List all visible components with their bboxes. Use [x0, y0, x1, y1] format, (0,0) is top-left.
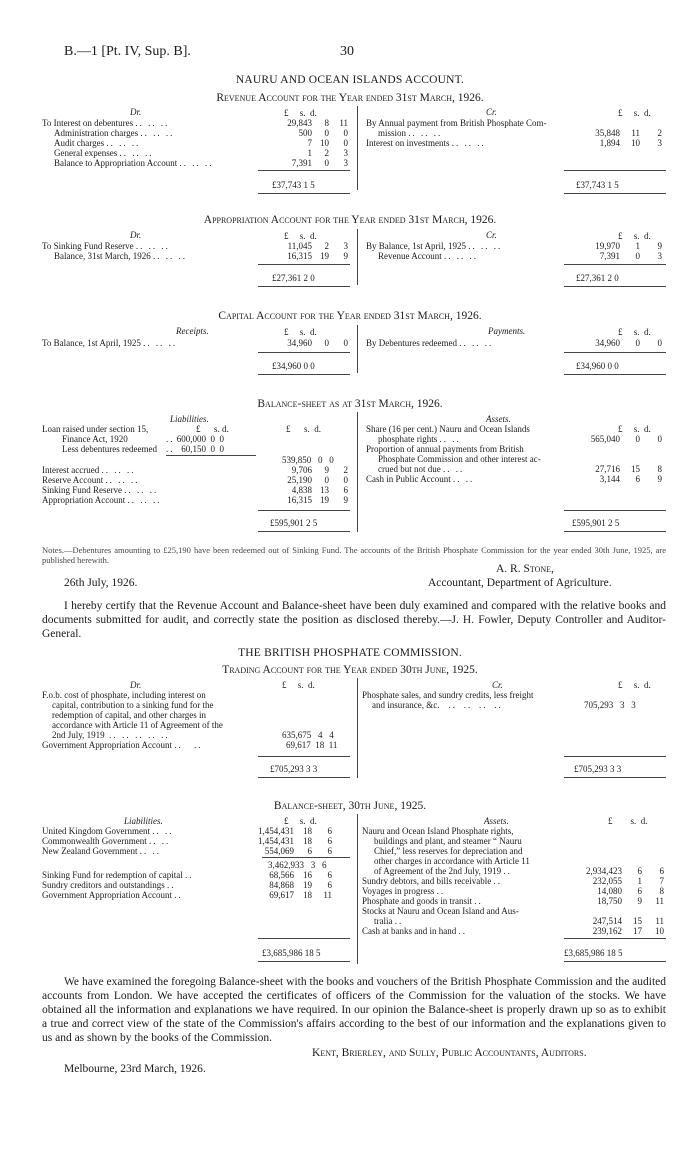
row-label: Sinking Fund Reserve .. .. ..	[42, 485, 159, 495]
capital-receipts-label: Receipts.	[176, 326, 209, 336]
auditors-signature: Kent, Brierley, and Sully, Public Accountants, Auditors.	[312, 1047, 587, 1059]
amount-pence: 3	[343, 158, 348, 168]
notes: Notes.—Debentures amounting to £25,190 have been redeemed out of Sinking Fund. The accounts of the British Phosphate Commission for the year ended 30th June, 1925, are published herewith.	[42, 545, 666, 565]
amount-shillings: 18	[303, 836, 312, 846]
amount-pounds: 14,080	[597, 886, 622, 896]
nauru-liability-row	[42, 465, 354, 475]
amount-pounds: 29,843	[287, 118, 312, 128]
appropriation-heading: Appropriation Account for the Year ended 31st March, 1926.	[203, 214, 497, 226]
bpc-assets-list	[362, 826, 666, 936]
amount-pence: 6	[343, 485, 348, 495]
bpc-balance-cr-total: £3,685,986 18 5	[564, 948, 623, 958]
capital-dr-units: £ s. d.	[284, 327, 317, 337]
amount-shillings: 6	[637, 866, 642, 876]
amount-pounds: 4,838	[291, 485, 312, 495]
capital-cr-total: £34,960 0 0	[576, 361, 619, 371]
nauru-balance-cr-total: £595,901 2 5	[572, 518, 620, 528]
revenue-credit-row	[366, 138, 666, 148]
amount-shillings: 19	[303, 880, 312, 890]
capital-cr-units: £ s. d.	[618, 327, 651, 337]
amount-shillings: 11	[631, 128, 640, 138]
amount-shillings: 18	[303, 890, 312, 900]
row-label: To Sinking Fund Reserve .. .. ..	[42, 241, 170, 251]
amount-pence: 2	[657, 128, 662, 138]
amount-shillings: 15	[631, 464, 640, 474]
amount-pounds: 35,848	[595, 128, 620, 138]
bpc-liabilities-list-2	[42, 870, 354, 900]
rule	[258, 286, 350, 287]
amount-pence: 11	[655, 896, 664, 906]
amount-shillings: 16	[303, 870, 312, 880]
amount-pounds: 19,970	[595, 241, 620, 251]
amount-pounds: 27,716	[595, 464, 620, 474]
rule	[564, 352, 666, 353]
amount-pence: 3	[343, 148, 348, 158]
amount-pounds: 68,566	[269, 870, 294, 880]
place-date: Melbourne, 23rd March, 1926.	[64, 1063, 206, 1075]
amount-shillings: 15	[633, 916, 642, 926]
capital-payments-label: Payments.	[488, 326, 526, 336]
bpc-asset-row	[362, 916, 666, 926]
amount-pounds: 565,040	[590, 434, 620, 444]
amount-pounds: 7,391	[291, 158, 312, 168]
amount-pence: 0	[657, 434, 662, 444]
amount-shillings: 0	[324, 128, 329, 138]
nauru-asset-row	[366, 444, 666, 454]
row-label: Cash at banks and in hand ..	[362, 926, 467, 936]
trading-dr-total: £705,293 3 3	[270, 764, 318, 774]
bpc-liability-row	[42, 890, 354, 900]
row-label: Share (16 per cent.) Nauru and Ocean Islands	[366, 424, 530, 434]
amount-pence: 11	[339, 118, 348, 128]
bpc-liability-row	[42, 846, 354, 856]
nauru-liability-row	[42, 485, 354, 495]
capital-dr-total: £34,960 0 0	[272, 361, 315, 371]
amount-pence: 0	[343, 475, 348, 485]
bpc-liabilities-label: Liabilities.	[124, 816, 163, 826]
rule	[564, 170, 666, 171]
row-label: Appropriation Account .. .. ..	[42, 495, 162, 505]
bpc-liabilities-list	[42, 826, 354, 856]
amount-pounds: 34,960	[595, 338, 620, 348]
trading-cr-line-1: Phosphate sales, and sundry credits, less freight	[362, 690, 534, 700]
revenue-heading: Revenue Account for the Year ended 31st March, 1926.	[216, 92, 484, 104]
revenue-debit-list	[42, 118, 354, 168]
amount-shillings: 2	[324, 241, 329, 251]
amount-pence: 11	[323, 890, 332, 900]
amount-pounds: 69,617	[269, 890, 294, 900]
amount-pence: 0	[343, 138, 348, 148]
rule	[258, 756, 350, 757]
appropriation-cr-label: Cr.	[486, 230, 497, 240]
row-label: Audit charges .. .. ..	[54, 138, 141, 148]
amount-pence: 6	[327, 870, 332, 880]
row-label: To Balance, 1st April, 1925 .. .. ..	[42, 338, 178, 348]
rule	[258, 938, 350, 939]
nauru-title: NAURU AND OCEAN ISLANDS ACCOUNT.	[235, 74, 465, 86]
trading-dr-line-4: accordance with Article 11 of Agreement of the	[52, 720, 223, 730]
nauru-asset-row	[366, 434, 666, 444]
amount-pounds: 239,162	[592, 926, 622, 936]
bpc-liab-units: £ s. d.	[284, 816, 317, 826]
bpc-asset-row	[362, 876, 666, 886]
appropriation-cr-units: £ s. d.	[618, 231, 651, 241]
net-amount: 539,850 0 0	[282, 455, 334, 465]
nauru-assets-list	[366, 424, 666, 484]
amount-pounds: 16,315	[287, 251, 312, 261]
bpc-liability-row	[42, 870, 354, 880]
amount-pounds: 34,960	[287, 338, 312, 348]
signature-title: Accountant, Department of Agriculture.	[428, 577, 612, 589]
row-label: Interest accrued .. .. ..	[42, 465, 136, 475]
loan-line-1: Loan raised under section 15,	[42, 424, 149, 434]
rule	[564, 510, 666, 511]
rule	[564, 938, 666, 939]
amount-pounds: 1,454,431	[258, 836, 294, 846]
amount-pence: 9	[657, 241, 662, 251]
appropriation-debit-row	[42, 251, 354, 261]
trading-dr-amount: 635,675 4 4	[282, 730, 334, 740]
amount-pence: 0	[343, 338, 348, 348]
revenue-credit-row	[366, 118, 666, 128]
amount-shillings: 10	[631, 138, 640, 148]
bpc-liability-row	[42, 836, 354, 846]
trading-dr-gov-text: Government Appropriation Account .. ..	[42, 740, 203, 750]
amount-pounds: 25,190	[287, 475, 312, 485]
column-divider	[357, 106, 358, 190]
amount-shillings: 0	[324, 475, 329, 485]
rule	[564, 961, 666, 962]
row-label: Sundry debtors, and bills receivable ..	[362, 876, 502, 886]
appropriation-dr-units: £ s. d.	[284, 231, 317, 241]
column-divider	[357, 412, 358, 532]
column-divider	[357, 678, 358, 778]
row-label: other charges in accordance with Article 11	[374, 856, 530, 866]
bpc-asset-row	[362, 826, 666, 836]
bpc-assets-label: Assets.	[484, 816, 509, 826]
amount-shillings: 18	[303, 826, 312, 836]
amount-pence: 3	[657, 138, 662, 148]
rule	[258, 374, 350, 375]
bpc-asset-row	[362, 856, 666, 866]
row-label: Government Appropriation Account ..	[42, 890, 183, 900]
bpc-balance-dr-total: £3,685,986 18 5	[262, 948, 321, 958]
amount-shillings: 0	[324, 158, 329, 168]
rule	[564, 264, 666, 265]
bpc-liability-row	[42, 826, 354, 836]
revenue-cr-total: £37,743 1 5	[576, 180, 619, 190]
amount-shillings: 8	[324, 118, 329, 128]
amount-pounds: 16,315	[287, 495, 312, 505]
rule	[258, 264, 350, 265]
amount-shillings: 19	[320, 495, 329, 505]
bpc-asset-row	[362, 846, 666, 856]
auditors-report: We have examined the foregoing Balance-sheet with the books and vouchers of the British Phosphate Commission and the audited accounts from London. We have accepted the certificates of officers of the Commission for the valuation of the stocks. We have obtained all the information and explanations we have required. In our opinion the Balance-sheet is properly drawn up so as to exhibit a true and correct view of the state of the Commission's affairs according to the best of our information and the explanations given to us and as shown by the books of the Commission.	[42, 976, 666, 1044]
rule	[258, 777, 350, 778]
nauru-assets-label: Assets.	[486, 414, 511, 424]
amount-pence: 9	[657, 474, 662, 484]
row-label: United Kingdom Government .. ..	[42, 826, 174, 836]
amount-pence: 6	[327, 846, 332, 856]
appropriation-dr-label: Dr.	[130, 230, 142, 240]
row-label: Phosphate Commission and other interest ac-	[378, 454, 541, 464]
amount-shillings: 1	[637, 876, 642, 886]
amount-pence: 0	[343, 128, 348, 138]
rule	[564, 193, 666, 194]
row-label: Interest on investments .. .. ..	[366, 138, 486, 148]
bpc-title: THE BRITISH PHOSPHATE COMMISSION.	[238, 647, 462, 659]
appropriation-credit-row	[366, 251, 666, 261]
capital-receipt-row	[42, 338, 354, 348]
column-divider	[357, 325, 358, 373]
row-label: Sinking Fund for redemption of capital ..	[42, 870, 194, 880]
amount-pence: 9	[343, 251, 348, 261]
revenue-credit-list	[366, 118, 666, 148]
row-label: mission .. .. ..	[378, 128, 443, 138]
amount-pounds: 500	[298, 128, 312, 138]
appropriation-debit-list	[42, 241, 354, 261]
rule	[564, 777, 666, 778]
revenue-dr-label: Dr.	[130, 107, 142, 117]
signature-name: A. R. Stone,	[496, 563, 554, 575]
bpc-liability-row	[42, 880, 354, 890]
revenue-debit-row	[42, 128, 354, 138]
amount-pence: 6	[327, 880, 332, 890]
rule	[258, 170, 350, 171]
bpc-asset-units: £ s. d.	[608, 816, 648, 826]
row-label: buildings and plant, and steamer “ Nauru	[374, 836, 522, 846]
row-label: Sundry creditors and outstandings ..	[42, 880, 176, 890]
audit-certificate: I hereby certify that the Revenue Account and Balance-sheet have been duly examined and compared with the relative books and documents submitted for audit, and correctly state the position as disclosed thereby.—J. H. Fowler, Deputy Controller and Auditor-General.	[42, 600, 666, 640]
row-label: of Agreement of the 2nd July, 1919 ..	[374, 866, 512, 876]
assets-units: £ s. d.	[618, 424, 651, 434]
amount-shillings: 0	[635, 434, 640, 444]
row-label: crued but not due .. ..	[378, 464, 465, 474]
less-amount: .. 60,150 0 0	[166, 444, 224, 454]
row-label: Administration charges .. .. ..	[54, 128, 175, 138]
rule	[258, 531, 350, 532]
trading-dr-line-2: capital, contribution to a sinking fund for the	[52, 700, 214, 710]
amount-pounds: 1,454,431	[258, 826, 294, 836]
amount-pounds: 7	[307, 138, 312, 148]
column-divider	[357, 229, 358, 285]
trading-cr-line-2: and insurance, &c. .. .. .. ..	[372, 700, 503, 710]
amount-shillings: 6	[307, 846, 312, 856]
amount-shillings: 19	[320, 251, 329, 261]
row-label: To Interest on debentures .. .. ..	[42, 118, 170, 128]
amount-pence: 8	[659, 886, 664, 896]
rule	[262, 857, 350, 858]
bpc-asset-row	[362, 866, 666, 876]
amount-pounds: 232,055	[592, 876, 622, 886]
amount-pounds: 1	[307, 148, 312, 158]
appropriation-credit-row	[366, 241, 666, 251]
nauru-balance-dr-total: £595,901 2 5	[270, 518, 318, 528]
rule	[258, 510, 350, 511]
row-label: Cash in Public Account .. ..	[366, 474, 475, 484]
amount-pence: 11	[655, 916, 664, 926]
trading-dr-gov-amount: 69,617 18 11	[286, 740, 338, 750]
amount-pence: 6	[659, 866, 664, 876]
trading-cr-amount: 705,293 3 3	[584, 700, 636, 710]
nauru-balance-heading: Balance-sheet as at 31st March, 1926.	[257, 398, 443, 410]
amount-pounds: 11,045	[287, 241, 312, 251]
capital-heading: Capital Account for the Year ended 31st March, 1926.	[218, 310, 482, 322]
amount-pounds: 554,069	[264, 846, 294, 856]
nauru-liability-row	[42, 495, 354, 505]
bpc-asset-row	[362, 836, 666, 846]
bpc-liab-subtotal: 3,462,933 3 6	[268, 860, 327, 870]
row-label: Balance to Appropriation Account .. .. ..	[54, 158, 214, 168]
revenue-debit-row	[42, 158, 354, 168]
row-label: Voyages in progress ..	[362, 886, 446, 896]
revenue-debit-row	[42, 138, 354, 148]
trading-dr-line-3: redemption of capital, and other charges in	[52, 710, 207, 720]
bpc-asset-row	[362, 926, 666, 936]
amount-pence: 9	[343, 495, 348, 505]
row-label: Commonwealth Government .. ..	[42, 836, 171, 846]
rule	[564, 531, 666, 532]
bpc-balance-heading: Balance-sheet, 30th June, 1925.	[273, 800, 427, 812]
rule	[166, 455, 256, 456]
revenue-cr-units: £ s. d.	[618, 108, 651, 118]
bpc-asset-row	[362, 906, 666, 916]
trading-dr-line-5: 2nd July, 1919 .. .. .. .. ..	[52, 730, 170, 740]
trading-dr-units: £ s. d.	[282, 680, 315, 690]
row-label: Phosphate and goods in transit ..	[362, 896, 483, 906]
rule	[564, 756, 666, 757]
revenue-debit-row	[42, 118, 354, 128]
amount-shillings: 13	[320, 485, 329, 495]
bpc-asset-row	[362, 886, 666, 896]
capital-payments-list	[366, 338, 666, 348]
rule	[258, 961, 350, 962]
trading-cr-label: Cr.	[492, 680, 503, 690]
appropriation-cr-total: £27,361 2 0	[576, 273, 619, 283]
amount-shillings: 6	[637, 886, 642, 896]
amount-pence: 10	[655, 926, 664, 936]
row-label: Stocks at Nauru and Ocean Island and Aus-	[362, 906, 519, 916]
row-label: phosphate rights .. ..	[378, 434, 461, 444]
loan-amount: .. 600,000 0 0	[166, 434, 224, 444]
loan-line-3: Less debentures redeemed	[62, 444, 157, 454]
nauru-liabilities-list	[42, 465, 354, 505]
amount-pence: 8	[657, 464, 662, 474]
amount-pounds: 247,514	[592, 916, 622, 926]
row-label: Nauru and Ocean Island Phosphate rights,	[362, 826, 514, 836]
row-label: New Zealand Government .. ..	[42, 846, 161, 856]
amount-shillings: 10	[320, 138, 329, 148]
revenue-credit-row	[366, 128, 666, 138]
rule	[564, 286, 666, 287]
revenue-debit-row	[42, 148, 354, 158]
row-label: Reserve Account .. .. ..	[42, 475, 140, 485]
amount-pence: 3	[343, 241, 348, 251]
loan-line-2: Finance Act, 1920	[62, 434, 128, 444]
row-label: By Debentures redeemed .. .. ..	[366, 338, 494, 348]
row-label: Proportion of annual payments from British	[366, 444, 524, 454]
loan-units-1: £ s. d.	[196, 424, 229, 434]
page-number: 30	[340, 44, 354, 59]
row-label: General expenses .. .. ..	[54, 148, 154, 158]
amount-shillings: 9	[324, 465, 329, 475]
capital-payment-row	[366, 338, 666, 348]
trading-dr-label: Dr.	[130, 680, 142, 690]
page-reference: B.—1 [Pt. IV, Sup. B].	[64, 44, 191, 59]
bpc-asset-row	[362, 896, 666, 906]
row-label: Revenue Account .. .. ..	[378, 251, 478, 261]
amount-shillings: 17	[633, 926, 642, 936]
amount-pence: 7	[659, 876, 664, 886]
amount-shillings: 9	[637, 896, 642, 906]
revenue-dr-total: £37,743 1 5	[272, 180, 315, 190]
nauru-asset-row	[366, 474, 666, 484]
nauru-asset-row	[366, 464, 666, 474]
nauru-asset-row	[366, 454, 666, 464]
revenue-dr-units: £ s. d.	[284, 108, 317, 118]
row-label: By Balance, 1st April, 1925 .. .. ..	[366, 241, 503, 251]
row-label: Chief,” less reserves for depreciation and	[374, 846, 523, 856]
rule	[258, 193, 350, 194]
nauru-liability-row	[42, 475, 354, 485]
trading-cr-units: £ s. d.	[618, 680, 651, 690]
amount-pence: 6	[327, 836, 332, 846]
amount-shillings: 1	[635, 241, 640, 251]
row-label: tralia ..	[374, 916, 404, 926]
amount-pounds: 7,391	[599, 251, 620, 261]
amount-shillings: 0	[635, 338, 640, 348]
capital-receipts-list	[42, 338, 354, 348]
amount-shillings: 6	[635, 474, 640, 484]
amount-shillings: 0	[324, 338, 329, 348]
row-label: By Annual payment from British Phosphate Com-	[366, 118, 547, 128]
column-divider	[357, 814, 358, 964]
amount-pounds: 18,750	[597, 896, 622, 906]
rule	[564, 374, 666, 375]
amount-pence: 6	[327, 826, 332, 836]
nauru-liabilities-label: Liabilities.	[170, 414, 209, 424]
amount-shillings: 0	[635, 251, 640, 261]
signature-date: 26th July, 1926.	[64, 577, 138, 589]
nauru-asset-row	[366, 424, 666, 434]
amount-pounds: 84,868	[269, 880, 294, 890]
amount-pence: 0	[657, 338, 662, 348]
trading-heading: Trading Account for the Year ended 30th June, 1925.	[222, 664, 478, 676]
amount-pence: 2	[343, 465, 348, 475]
amount-pounds: 9,706	[291, 465, 312, 475]
appropriation-dr-total: £27,361 2 0	[272, 273, 315, 283]
amount-pounds: 2,934,423	[586, 866, 622, 876]
row-label: Balance, 31st March, 1926 .. .. ..	[54, 251, 187, 261]
amount-pounds: 3,144	[599, 474, 620, 484]
appropriation-debit-row	[42, 241, 354, 251]
trading-dr-line-1: F.o.b. cost of phosphate, including interest on	[42, 690, 206, 700]
trading-cr-total: £705,293 3 3	[574, 764, 622, 774]
revenue-cr-label: Cr.	[486, 107, 497, 117]
amount-shillings: 2	[324, 148, 329, 158]
amount-pounds: 1,894	[599, 138, 620, 148]
loan-units-2: £ s. d.	[286, 424, 322, 434]
appropriation-credit-list	[366, 241, 666, 261]
rule	[258, 352, 350, 353]
amount-pence: 3	[657, 251, 662, 261]
